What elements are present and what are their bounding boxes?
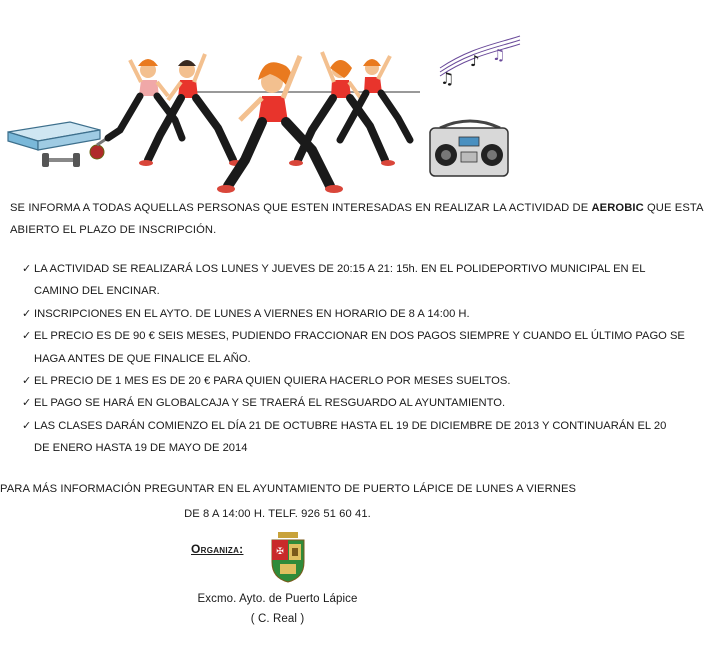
list-item [22,325,685,347]
checkmark-icon: ✓ [22,375,32,388]
list-item-text: INSCRIPCIONES EN EL AYTO. DE LUNES A VIERNES EN HORARIO DE 8 A 14:00 H. [34,307,470,320]
list-item-continuation [22,348,542,370]
list-item-text: LAS CLASES DARÁN COMIENZO EL DÍA 21 DE OCTUBRE HASTA EL 19 DE DICIEMBRE DE 2013 Y CONTINUARÁN EL 20 [34,419,667,432]
step-platform-icon [8,122,100,150]
more-info-line-1: PARA MÁS INFORMACIÓN PREGUNTAR EN EL AYUNTAMIENTO DE PUERTO LÁPICE DE LUNES A VIERNES [0,483,577,495]
info-list [22,258,685,460]
list-item [22,415,667,437]
music-notes-icon [440,36,520,88]
intro-suffix: QUE ESTA [643,202,704,214]
list-item-text: EL PAGO SE HARÁ EN GLOBALCAJA Y SE TRAERÁ EL RESGUARDO AL AYUNTAMIENTO. [34,397,506,410]
checkmark-icon: ✓ [22,397,32,410]
more-info-line-2: DE 8 A 14:00 H. TELF. 926 51 60 41. [184,508,371,520]
list-item-continuation [22,437,542,459]
svg-text:♫: ♫ [440,69,455,88]
organizer-region: ( C. Real ) [250,613,305,625]
list-item-text: HAGA ANTES DE QUE FINALICE EL AÑO. [34,352,251,365]
checkmark-icon: ✓ [22,307,32,320]
list-item [22,370,542,392]
checkmark-icon: ✓ [22,330,32,343]
activity-name: AEROBIC [591,202,644,214]
intro-line-2: ABIERTO EL PLAZO DE INSCRIPCIÓN. [10,224,217,236]
list-item [22,258,646,280]
organizer-name: Excmo. Ayto. de Puerto Lápice [197,593,358,605]
list-item-text: CAMINO DEL ENCINAR. [34,285,160,298]
coat-of-arms-logo [268,532,308,582]
boombox-icon [430,121,508,176]
list-item-text: DE ENERO HASTA 19 DE MAYO DE 2014 [34,442,248,455]
svg-text:✠: ✠ [276,547,284,557]
checkmark-icon: ✓ [22,419,32,432]
list-item [22,303,542,325]
organiza-label: Organiza: [191,542,244,556]
checkmark-icon: ✓ [22,263,32,275]
intro-prefix: SE INFORMA A TODAS AQUELLAS PERSONAS QUE ESTEN INTERESADAS EN REALIZAR LA ACTIVIDAD DE [10,202,592,214]
intro-text [10,197,704,241]
svg-text:♫: ♫ [492,46,506,64]
aerobic-dancers-illustration [108,52,410,193]
list-item [22,392,542,414]
list-item-text: EL PRECIO DE 1 MES ES DE 20 € PARA QUIEN QUIERA HACERLO POR MESES SUELTOS. [34,375,511,388]
header-illustration [0,0,555,200]
list-item-text: LA ACTIVIDAD SE REALIZARÁ LOS LUNES Y JUEVES DE 20:15 A 21: 15h. EN EL POLIDEPORTIVO MUNICIPAL EN EL [34,263,646,275]
list-item-text: EL PRECIO ES DE 90 € SEIS MESES, PUDIENDO FRACCIONAR EN DOS PAGOS SIEMPRE Y CUANDO EL ÚLTIMO PAGO SE [34,330,685,343]
list-item-continuation [22,280,542,302]
svg-text:♪: ♪ [470,52,480,70]
intro-line-1 [10,197,704,219]
